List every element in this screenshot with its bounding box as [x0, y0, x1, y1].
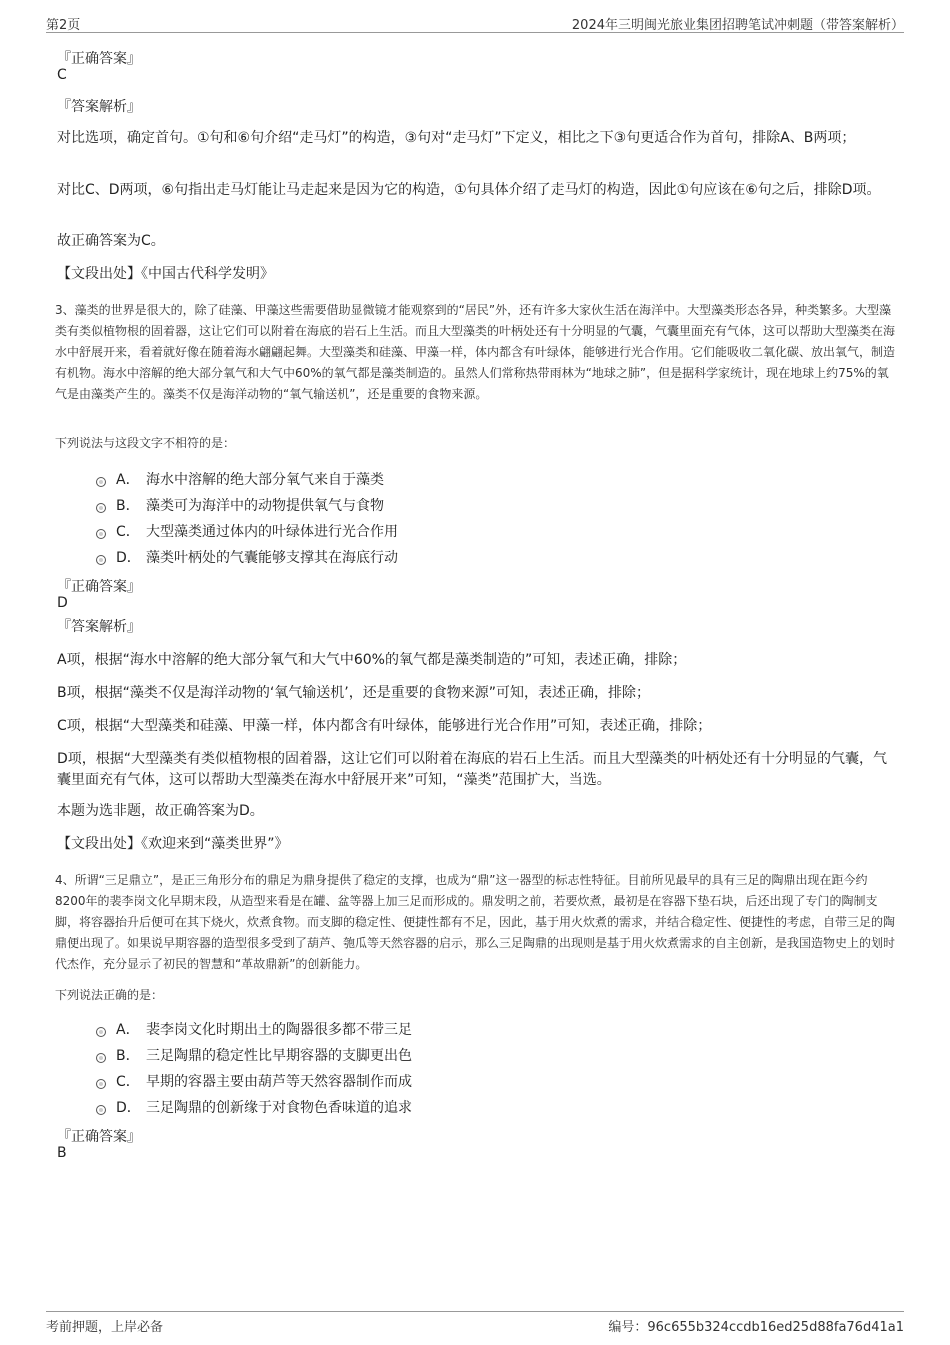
q4-option-c[interactable]	[96, 1071, 412, 1091]
page-number: 第2页	[46, 18, 81, 33]
q3-analysis-para-1: A项，根据“海水中溶解的绝大部分氧气和大气中60%的氧气都是藻类制造的”可知，表述正确，排除；	[57, 652, 687, 668]
q4-option-a[interactable]	[96, 1019, 412, 1039]
document-code: 编号：96c655b324ccdb16ed25d88fa76d41a1	[608, 1320, 904, 1335]
q4-prompt: 下列说法正确的是：	[55, 988, 164, 1002]
q3-answer-label: 『正确答案』	[57, 579, 141, 595]
document-title: 2024年三明闽光旅业集团招聘笔试冲刺题（带答案解析）	[571, 18, 904, 33]
q3-source: 【文段出处】《欢迎来到“藻类世界”》	[57, 836, 289, 852]
q2-analysis-para-1: 对比选项，确定首句。①句和⑥句介绍“走马灯”的构造，③句对“走马灯”下定义，相比之下③句更适合作为首句，排除A、B两项；	[57, 130, 856, 146]
q3-answer: D	[57, 595, 68, 611]
q4-answer: B	[57, 1145, 67, 1161]
q3-analysis-para-4: D项，根据“大型藻类有类似植物根的固着器，这让它们可以附着在海底的岩石上生活。而且大型藻类的叶柄处还有十分明显的气囊，气囊里面充有气体，这可以帮助大型藻类在海水中舒展开来”可知，“藻类”范围扩大，当选。	[57, 751, 888, 788]
q4-option-d[interactable]	[96, 1097, 412, 1117]
q3-option-c[interactable]	[96, 521, 398, 541]
option-letter: C．	[116, 1074, 140, 1090]
radio-icon[interactable]	[96, 1079, 106, 1089]
option-text: 三足陶鼎的创新缘于对食物色香味道的追求	[146, 1100, 412, 1116]
option-text: 藻类可为海洋中的动物提供氧气与食物	[146, 498, 384, 514]
q2-answer-label: 『正确答案』	[57, 51, 141, 67]
radio-icon[interactable]	[96, 477, 106, 487]
q3-option-d[interactable]	[96, 547, 398, 567]
q3-analysis-para-2: B项，根据“藻类不仅是海洋动物的‘氧气输送机’，还是重要的食物来源”可知，表述正确，排除；	[57, 685, 651, 701]
q3-analysis-para-3: C项，根据“大型藻类和硅藻、甲藻一样，体内都含有叶绿体，能够进行光合作用”可知，表述正确，排除；	[57, 718, 712, 734]
radio-icon[interactable]	[96, 1105, 106, 1115]
q3-option-b[interactable]	[96, 495, 384, 515]
option-text: 三足陶鼎的稳定性比早期容器的支脚更出色	[146, 1048, 412, 1064]
page-footer	[46, 1311, 904, 1334]
option-letter: C．	[116, 524, 140, 540]
option-text: 早期的容器主要由葫芦等天然容器制作而成	[146, 1074, 412, 1090]
radio-icon[interactable]	[96, 1053, 106, 1063]
option-letter: B．	[116, 498, 140, 514]
q4-answer-label: 『正确答案』	[57, 1129, 141, 1145]
q4-passage: 4、所谓“三足鼎立”，是正三角形分布的鼎足为鼎身提供了稳定的支撑，也成为“鼎”这一器型的标志性特征。目前所见最早的具有三足的陶鼎出现在距今约8200年的裴李岗文化早期末段，从造型来看是在罐、盆等器上加三足而形成的。鼎发明之前，若要炊煮，最初是在容器下垫石块，后还出现了专门的陶制支脚，将容器抬升后便可在其下烧火，炊煮食物。而支脚的稳定性、便捷性都有不足，因此，基于用火炊煮的需求，并结合稳定性、便捷性的考虑，自带三足的陶鼎便出现了。如果说早期容器的造型很多受到了葫芦、匏瓜等天然容器的启示，那么三足陶鼎的出现则是基于用火炊煮需求的自主创新，是我国造物史上的划时代杰作，充分显示了初民的智慧和“革故鼎新”的创新能力。	[55, 873, 896, 971]
radio-icon[interactable]	[96, 529, 106, 539]
option-text: 裴李岗文化时期出土的陶器很多都不带三足	[146, 1022, 412, 1038]
q3-analysis-para-5: 本题为选非题，故正确答案为D。	[57, 803, 264, 819]
option-text: 大型藻类通过体内的叶绿体进行光合作用	[146, 524, 398, 540]
radio-icon[interactable]	[96, 1027, 106, 1037]
radio-icon[interactable]	[96, 555, 106, 565]
option-letter: A．	[116, 472, 140, 488]
option-letter: B．	[116, 1048, 140, 1064]
q2-analysis-para-2: 对比C、D两项，⑥句指出走马灯能让马走起来是因为它的构造，①句具体介绍了走马灯的构造，因此①句应该在⑥句之后，排除D项。	[57, 182, 881, 198]
q2-analysis-label: 『答案解析』	[57, 99, 141, 115]
q3-option-a[interactable]	[96, 469, 384, 489]
q4-option-b[interactable]	[96, 1045, 412, 1065]
option-letter: D．	[116, 1100, 141, 1116]
q2-answer: C	[57, 67, 67, 83]
q2-source: 【文段出处】《中国古代科学发明》	[57, 266, 274, 282]
page-header	[46, 12, 904, 33]
option-letter: A．	[116, 1022, 140, 1038]
q3-prompt: 下列说法与这段文字不相符的是：	[55, 436, 236, 450]
option-letter: D．	[116, 550, 141, 566]
q3-passage: 3、藻类的世界是很大的，除了硅藻、甲藻这些需要借助显微镜才能观察到的“居民”外，还有许多大家伙生活在海洋中。大型藻类形态各异，种类繁多。大型藻类有类似植物根的固着器，这让它们可以附着在海底的岩石上生活。而且大型藻类的叶柄处还有十分明显的气囊，气囊里面充有气体，这可以帮助大型藻类在海水中舒展开来，看着就好像在随着海水翩翩起舞。大型藻类和硅藻、甲藻一样，体内都含有叶绿体，能够进行光合作用。它们能吸收二氧化碳、放出氧气，制造有机物。海水中溶解的绝大部分氧气和大气中60%的氧气都是藻类制造的。虽然人们常称热带雨林为“地球之肺”，但是据科学家统计，现在地球上约75%的氧气是由藻类产生的。藻类不仅是海洋动物的“氧气输送机”，还是重要的食物来源。	[55, 303, 896, 401]
radio-icon[interactable]	[96, 503, 106, 513]
q2-analysis-para-3: 故正确答案为C。	[57, 233, 165, 249]
q3-analysis-label: 『答案解析』	[57, 619, 141, 635]
option-text: 海水中溶解的绝大部分氧气来自于藻类	[146, 472, 384, 488]
option-text: 藻类叶柄处的气囊能够支撑其在海底行动	[146, 550, 398, 566]
footer-slogan: 考前押题，上岸必备	[46, 1320, 164, 1335]
